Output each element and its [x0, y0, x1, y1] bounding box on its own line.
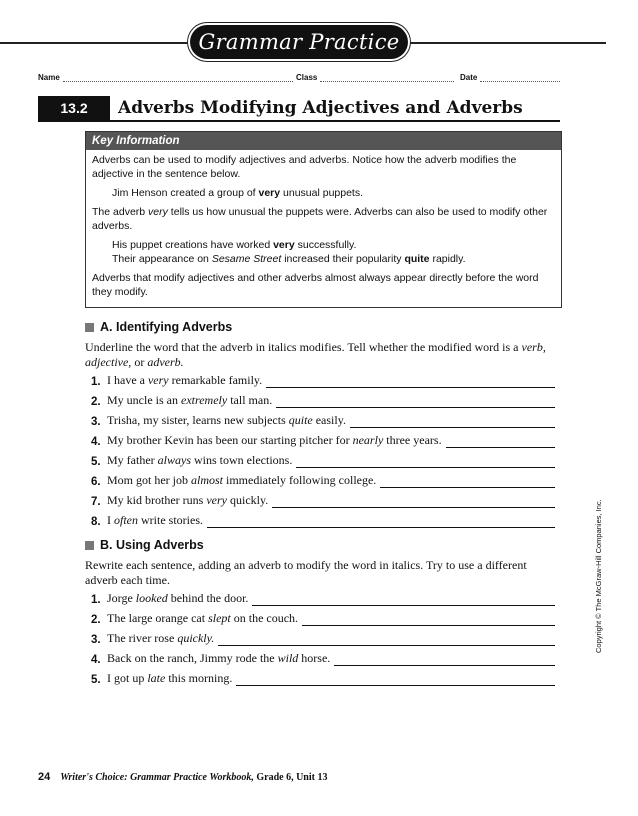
date-field[interactable]: [460, 73, 560, 82]
part-a-item-7: [91, 492, 555, 508]
item-number: 8.: [91, 516, 101, 528]
key-example-2: His puppet creations have worked very successfully.: [112, 239, 357, 251]
item-number: 4.: [91, 436, 101, 448]
item-sentence: The large orange cat slept on the couch.: [107, 611, 299, 625]
answer-line[interactable]: [350, 415, 555, 428]
item-number: 5.: [91, 456, 101, 468]
copyright-notice: Copyright © The McGraw-Hill Companies, Inc.: [594, 499, 603, 653]
part-a-item-2: [91, 392, 555, 408]
item-sentence: My uncle is an extremely tall man.: [107, 393, 273, 407]
part-a-item-4: [91, 432, 555, 448]
key-example-3: Their appearance on Sesame Street increased their popularity quite rapidly.: [112, 253, 466, 265]
item-sentence: The river rose quickly.: [107, 631, 215, 645]
item-number: 3.: [91, 634, 101, 646]
part-b-item-2: [91, 610, 555, 626]
student-info: [38, 73, 560, 82]
part-a-item-3: [91, 412, 555, 428]
item-sentence: I have a very remarkable family.: [107, 373, 263, 387]
part-b-item-3: [91, 630, 555, 646]
item-sentence: My brother Kevin has been our starting pitcher for nearly three years.: [107, 433, 442, 447]
key-paragraph-1: Adverbs can be used to modify adjectives and adverbs. Notice how the adverb modifies the adjective in the sentence below.: [92, 154, 517, 180]
banner-title: Grammar Practice: [190, 25, 408, 59]
part-a: [85, 320, 560, 530]
item-number: 1.: [91, 594, 101, 606]
section-number: 13.2: [38, 96, 110, 120]
answer-line[interactable]: [272, 495, 555, 508]
part-a-title: A. Identifying Adverbs: [85, 320, 560, 334]
book-title: Writer's Choice: Grammar Practice Workbook,: [60, 772, 254, 783]
section-header: [38, 96, 560, 122]
part-a-item-1: [91, 372, 555, 388]
part-b-item-5: [91, 670, 555, 686]
date-dots: [480, 74, 560, 82]
item-sentence: Back on the ranch, Jimmy rode the wild horse.: [107, 651, 331, 665]
answer-line[interactable]: [236, 673, 555, 686]
class-dots: [320, 74, 454, 82]
answer-line[interactable]: [276, 395, 555, 408]
part-b-item-1: [91, 590, 555, 606]
answer-line[interactable]: [334, 653, 555, 666]
page-footer: [38, 771, 327, 783]
item-sentence: Jorge looked behind the door.: [107, 591, 249, 605]
part-a-item-6: [91, 472, 555, 488]
part-b-title: B. Using Adverbs: [85, 538, 560, 552]
item-number: 1.: [91, 376, 101, 388]
part-a-item-8: [91, 512, 555, 528]
key-paragraph-3: Adverbs that modify adjectives and other adverbs almost always appear directly before the word they modify.: [92, 272, 539, 298]
key-information-body: [86, 150, 561, 307]
answer-line[interactable]: [207, 515, 555, 528]
part-b: [85, 538, 560, 698]
item-sentence: My father always wins town elections.: [107, 453, 293, 467]
item-number: 3.: [91, 416, 101, 428]
part-b-item-4: [91, 650, 555, 666]
date-label: Date: [460, 73, 478, 82]
name-field[interactable]: [38, 73, 293, 82]
answer-line[interactable]: [252, 593, 555, 606]
part-a-instructions: Underline the word that the adverb in italics modifies. Tell whether the modified word is a verb, adjective, or adverb.: [85, 340, 546, 369]
item-sentence: I often write stories.: [107, 513, 203, 527]
grade-unit: Grade 6, Unit 13: [253, 772, 328, 783]
item-number: 5.: [91, 674, 101, 686]
item-number: 2.: [91, 614, 101, 626]
square-bullet-icon: [85, 323, 94, 332]
item-number: 6.: [91, 476, 101, 488]
class-label: Class: [296, 73, 318, 82]
item-sentence: I got up late this morning.: [107, 671, 233, 685]
page-number: 24: [38, 771, 51, 783]
key-information-box: [85, 131, 562, 308]
answer-line[interactable]: [218, 633, 555, 646]
name-dots: [63, 74, 293, 82]
item-number: 4.: [91, 654, 101, 666]
name-label: Name: [38, 73, 60, 82]
part-a-item-5: [91, 452, 555, 468]
key-paragraph-2: The adverb very tells us how unusual the puppets were. Adverbs can also be used to modify other adverbs.: [92, 206, 548, 232]
item-number: 2.: [91, 396, 101, 408]
item-sentence: Mom got her job almost immediately following college.: [107, 473, 377, 487]
key-information-heading: Key Information: [86, 132, 561, 150]
section-title: Adverbs Modifying Adjectives and Adverbs: [118, 98, 523, 118]
item-number: 7.: [91, 496, 101, 508]
square-bullet-icon: [85, 541, 94, 550]
item-sentence: My kid brother runs very quickly.: [107, 493, 269, 507]
answer-line[interactable]: [302, 613, 555, 626]
class-field[interactable]: [296, 73, 454, 82]
answer-line[interactable]: [266, 375, 555, 388]
key-example-1: Jim Henson created a group of very unusual puppets.: [112, 187, 364, 199]
answer-line[interactable]: [380, 475, 555, 488]
item-sentence: Trisha, my sister, learns new subjects quite easily.: [107, 413, 346, 427]
answer-line[interactable]: [296, 455, 555, 468]
part-b-instructions: Rewrite each sentence, adding an adverb to modify the word in italics. Try to use a different adverb each time.: [85, 558, 527, 587]
answer-line[interactable]: [446, 435, 555, 448]
